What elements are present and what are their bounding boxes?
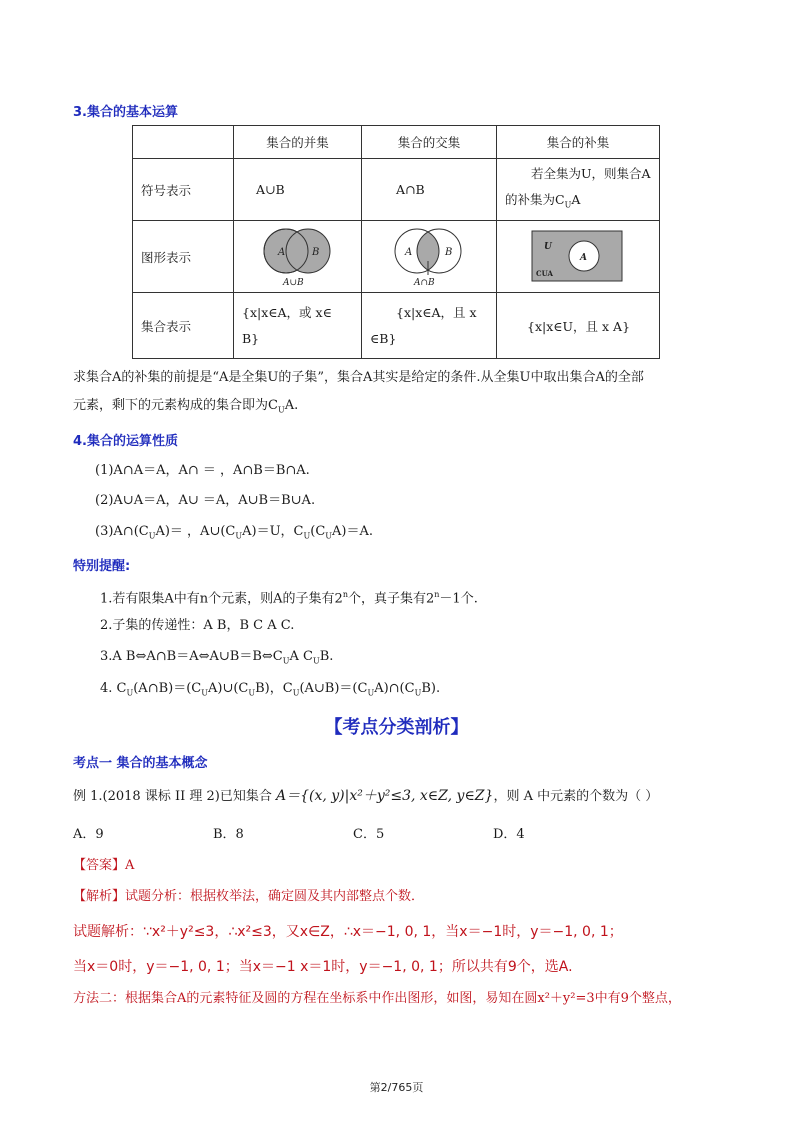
set-operations-table (132, 125, 660, 359)
tip-2: 2.子集的传递性：A B，B C A C. (100, 618, 295, 633)
property-2: (2)A∪A＝A，A∪ ＝A，A∪B＝B∪A. (95, 493, 316, 508)
row-label-figure: 图形表示 (133, 221, 234, 293)
venn-union-diagram (248, 221, 348, 289)
tip-3: 3.A $B\Leftrightarrow A\cap B=A\Leftrightarrow A\cup B=B\Leftrightarrow C_UA$ $C_UB$. (100, 649, 334, 666)
analysis: 【解析】试题分析：根据枚举法，确定圆及其内部整点个数． (73, 889, 425, 904)
table-header-empty (133, 126, 234, 159)
inter-set-cell (362, 293, 497, 359)
union-set-line2: B} (242, 330, 260, 346)
intersection-symbol: A∩B (362, 159, 497, 221)
choice-c: C．5 (353, 827, 385, 842)
example-prefix: 例 1.(2018 课标 II 理 2)已知集合 (73, 789, 276, 804)
venn-union-label-b: B (311, 247, 319, 258)
union-set-cell (234, 293, 362, 359)
venn-comp-label-cua: CUA (536, 269, 553, 278)
complement-symbol-line2: 的补集为$C_UA$ (505, 191, 581, 210)
row-label-set: 集合表示 (133, 293, 234, 359)
venn-union-cell (234, 221, 362, 293)
tip-4: 4. $C_U(A\cap B)=(C_UA)\cup(C_UB)$，$C_U(A\cup B)=(C_UA)\cap(C_UB)$. (100, 681, 441, 698)
complement-note-line2: 元素，剩下的元素构成的集合即为$C_UA$. (73, 398, 299, 415)
property-1: (1)A∩A＝A，A∩ ＝ ，A∩B＝B∩A. (95, 463, 310, 478)
example-1 (73, 787, 658, 806)
page-footer: 第2/765页 (369, 1081, 424, 1094)
venn-intersection-cell (362, 221, 497, 293)
property-3: $(3)A\cap(C_UA)=$ ，$A\cup(C_UA)=U$，$C_U(C_UA)=A$. (95, 524, 374, 541)
choice-d: D．4 (493, 827, 525, 842)
venn-comp-label-a: A (580, 253, 587, 263)
example-set: A＝{(x, y)|x²＋y²≤3, x∈Z, y∈Z} (275, 788, 494, 804)
table-row-figure (133, 221, 660, 293)
venn-comp-label-u: U (544, 242, 552, 252)
table-header-row (133, 126, 660, 159)
section3-title: 3.集合的基本运算 (73, 105, 178, 120)
venn-complement-cell (497, 221, 660, 293)
section-center-title: 【考点分类剖析】 (324, 717, 469, 738)
table-header-complement: 集合的补集 (497, 126, 660, 159)
special-reminder-title: 特别提醒: (73, 559, 131, 574)
union-symbol: A∪B (234, 159, 362, 221)
table-row-set (133, 293, 660, 359)
venn-inter-caption: A∩B (414, 278, 435, 288)
row-label-symbol: 符号表示 (133, 159, 234, 221)
table-row-symbol (133, 159, 660, 221)
complement-symbol (497, 159, 660, 221)
section4-title: 4.集合的运算性质 (73, 434, 178, 449)
venn-complement-diagram (518, 221, 638, 289)
complement-symbol-line1: 若全集为U，则集合A (531, 165, 651, 181)
answer: 【答案】A (73, 858, 135, 873)
comp-set-cell: {x|x∈U，且 x A} (497, 293, 660, 359)
table-header-intersection: 集合的交集 (362, 126, 497, 159)
union-set-line1: {x|x∈A，或 x∈ (242, 304, 332, 320)
solution-line2: 当x＝0时，y＝−1, 0, 1；当x＝−1 x＝1时，y＝−1, 0, 1；所以共有9个，选A. (73, 959, 573, 975)
choice-a: A．9 (73, 827, 104, 842)
venn-intersection-diagram (379, 221, 479, 289)
venn-inter-label-a: A (405, 247, 413, 258)
solution-line1: 试题解析：∵x²＋y²≤3，∴x²≤3，又x∈Z，∴x＝−1, 0, 1，当x＝−1时，y＝−1, 0, 1； (73, 924, 623, 940)
method-two: 方法二：根据集合A的元素特征及圆的方程在坐标系中作出图形，如图，易知在圆x²＋y²=3中有9个整点， (73, 991, 681, 1006)
inter-set-line1: {x|x∈A，且 x (396, 304, 477, 320)
venn-union-label-a: A (277, 247, 285, 258)
venn-union-caption: A∪B (282, 278, 304, 288)
example-suffix: ，则 A 中元素的个数为（ ） (493, 789, 659, 804)
inter-set-line2: ∈B} (370, 330, 397, 346)
complement-note-line1: 求集合A的补集的前提是“A是全集U的子集”，集合A其实是给定的条件.从全集U中取出集合A的全部 (73, 370, 644, 385)
tip-1: 1.若有限集A中有n个元素，则A的子集有2$^n$个，真子集有$2^n-1$个. (100, 590, 478, 607)
venn-inter-label-b: B (445, 247, 453, 258)
table-header-union: 集合的并集 (234, 126, 362, 159)
choice-b: B．8 (213, 827, 244, 842)
kaodian-title: 考点一 集合的基本概念 (73, 756, 208, 771)
